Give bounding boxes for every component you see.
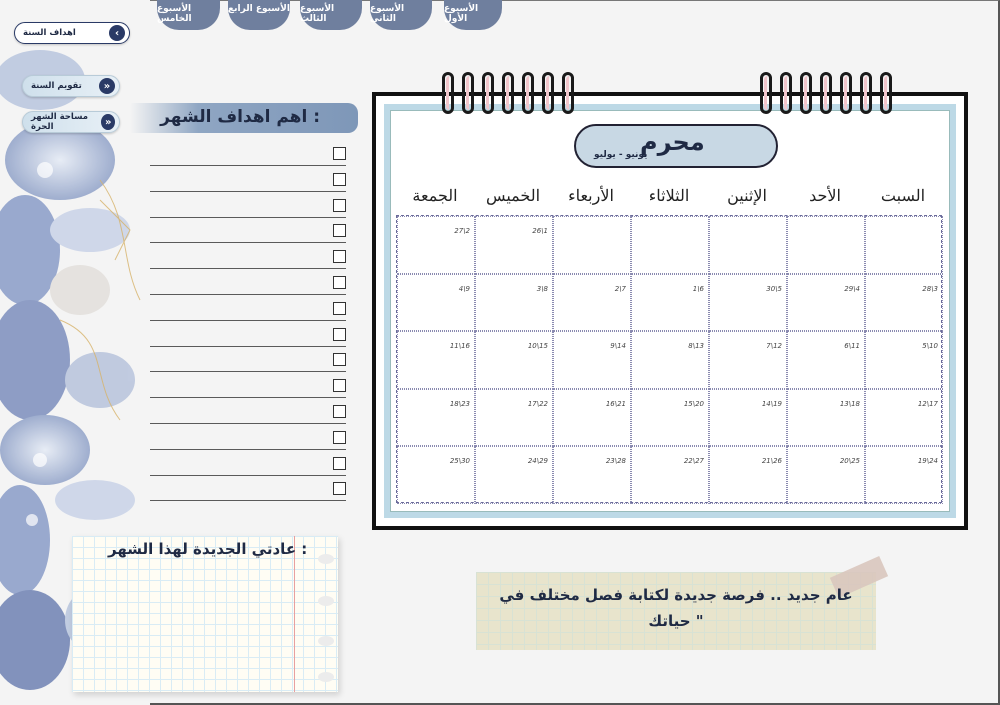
calendar-day-cell[interactable]	[553, 389, 631, 447]
date-label: 26\1	[532, 227, 548, 235]
binder-hole	[318, 554, 334, 564]
date-label: 14\19	[761, 399, 782, 408]
calendar-day-cell[interactable]	[865, 446, 943, 504]
goal-line[interactable]	[150, 320, 346, 321]
calendar-day-cell[interactable]	[397, 389, 475, 447]
month-space-label: مساحة الشهر الحرة	[31, 112, 88, 132]
year-calendar-label: تقويم السنة	[31, 81, 82, 91]
date-label: 4\9	[458, 284, 470, 293]
date-label: 17\22	[527, 399, 548, 408]
goal-line[interactable]	[150, 346, 346, 347]
tab-week-1[interactable]	[444, 0, 502, 30]
tab-label: الأسبوع الثاني	[370, 4, 405, 24]
goal-checkbox[interactable]	[333, 147, 346, 160]
goal-checkbox[interactable]	[333, 224, 346, 237]
calendar-day-cell[interactable]	[475, 274, 553, 332]
spiral-ring	[880, 72, 892, 114]
calendar-day-cell[interactable]	[397, 216, 475, 274]
tab-week-4[interactable]	[228, 0, 290, 30]
double-chevron-icon: »	[99, 78, 115, 94]
weekday-label: الإثنين	[727, 186, 767, 205]
spiral-ring	[462, 72, 474, 114]
weekday-label: الجمعة	[412, 186, 458, 205]
calendar-day-cell[interactable]	[475, 331, 553, 389]
quote-line-2: حياتك "	[648, 612, 704, 630]
tab-label: الأسبوع الثالث	[300, 4, 335, 24]
tab-week-2[interactable]	[370, 0, 432, 30]
calendar-day-cell[interactable]	[631, 446, 709, 504]
goal-checkbox[interactable]	[333, 431, 346, 444]
date-label: 5\10	[922, 342, 938, 351]
date-label: 22\27	[683, 457, 704, 466]
goal-line[interactable]	[150, 449, 346, 450]
calendar-day-cell[interactable]	[709, 446, 787, 504]
date-label: 18\23	[449, 399, 470, 408]
goal-line[interactable]	[150, 371, 346, 372]
goal-checkbox[interactable]	[333, 482, 346, 495]
date-label: 23\28	[605, 457, 626, 466]
quote-card	[476, 572, 876, 650]
calendar-day-cell[interactable]	[475, 389, 553, 447]
goal-line[interactable]	[150, 191, 346, 192]
chevron-left-icon: ‹	[109, 25, 125, 41]
goal-line[interactable]	[150, 165, 346, 166]
goal-line[interactable]	[150, 397, 346, 398]
year-goals-button[interactable]	[14, 22, 130, 44]
date-label: 3\8	[536, 284, 548, 293]
weekday-label: الخميس	[485, 186, 541, 205]
goal-checkbox[interactable]	[333, 173, 346, 186]
goal-checkbox[interactable]	[333, 250, 346, 263]
calendar-day-cell[interactable]	[631, 331, 709, 389]
tab-label: الأسبوع الخامس	[157, 4, 192, 24]
calendar-day-cell[interactable]	[865, 389, 943, 447]
goal-line[interactable]	[150, 294, 346, 295]
date-label: 21\26	[761, 457, 782, 466]
binder-hole	[318, 672, 334, 682]
goal-line[interactable]	[150, 268, 346, 269]
date-label: 20\25	[839, 457, 860, 466]
calendar-day-cell[interactable]	[787, 389, 865, 447]
calendar-day-cell[interactable]	[631, 216, 709, 274]
calendar-day-cell[interactable]	[865, 216, 943, 274]
date-label: 24\29	[527, 457, 548, 466]
year-calendar-button[interactable]	[22, 75, 120, 97]
calendar-day-cell[interactable]	[709, 216, 787, 274]
date-label: 16\21	[605, 399, 626, 408]
spiral-ring	[442, 72, 454, 114]
spiral-ring	[542, 72, 554, 114]
goal-checkbox[interactable]	[333, 328, 346, 341]
calendar-day-cell[interactable]	[709, 389, 787, 447]
month-name: محرم	[640, 128, 705, 156]
spiral-ring	[840, 72, 852, 114]
spiral-ring	[820, 72, 832, 114]
calendar-day-cell[interactable]	[553, 274, 631, 332]
date-label: 25\30	[449, 457, 470, 466]
calendar-day-cell[interactable]	[709, 274, 787, 332]
goal-checkbox[interactable]	[333, 405, 346, 418]
calendar-day-cell[interactable]	[865, 331, 943, 389]
date-label: 27\2	[454, 227, 470, 235]
spiral-ring	[760, 72, 772, 114]
date-label: 9\14	[610, 342, 626, 351]
goal-checkbox[interactable]	[333, 353, 346, 366]
calendar-day-cell[interactable]	[787, 331, 865, 389]
goal-checkbox[interactable]	[333, 457, 346, 470]
calendar-day-cell[interactable]	[865, 274, 943, 332]
goal-checkbox[interactable]	[333, 276, 346, 289]
goal-line[interactable]	[150, 217, 346, 218]
spiral-ring	[562, 72, 574, 114]
date-label: 7\12	[766, 342, 782, 351]
date-label: 30\5	[766, 284, 782, 293]
note-margin-line	[294, 536, 295, 692]
date-label: 8\13	[688, 342, 704, 351]
date-label: 29\4	[844, 284, 860, 293]
weekday-label: الأحد	[809, 186, 841, 205]
gregorian-months: يونيو - يوليو	[594, 150, 648, 160]
spiral-ring	[860, 72, 872, 114]
tab-label: الأسبوع الرابع	[228, 4, 290, 14]
tab-week-5[interactable]	[157, 0, 220, 30]
habit-title: عادتي الجديدة لهذا الشهر :	[108, 540, 308, 558]
calendar-day-cell[interactable]	[397, 446, 475, 504]
date-label: 12\17	[917, 399, 938, 408]
binder-hole	[318, 636, 334, 646]
goals-header	[130, 103, 358, 133]
calendar-day-cell[interactable]	[787, 446, 865, 504]
spiral-ring	[502, 72, 514, 114]
goal-line[interactable]	[150, 423, 346, 424]
tab-week-3[interactable]	[300, 0, 362, 30]
calendar-day-cell[interactable]	[709, 331, 787, 389]
goal-line[interactable]	[150, 475, 346, 476]
date-label: 10\15	[527, 342, 548, 351]
date-label: 28\3	[922, 284, 938, 293]
year-goals-label: اهداف السنة	[23, 28, 76, 38]
goal-line[interactable]	[150, 500, 346, 501]
date-label: 15\20	[683, 399, 704, 408]
habit-note[interactable]	[72, 536, 338, 692]
goal-line[interactable]	[150, 242, 346, 243]
date-label: 6\11	[844, 342, 860, 351]
calendar-day-cell[interactable]	[787, 274, 865, 332]
calendar-day-cell[interactable]	[553, 216, 631, 274]
date-label: 2\7	[614, 284, 626, 293]
date-label: 11\16	[449, 342, 470, 351]
goals-title: اهم اهداف الشهر :	[160, 107, 320, 127]
calendar-day-cell[interactable]	[475, 446, 553, 504]
calendar-day-cell[interactable]	[397, 331, 475, 389]
date-label: 1\6	[692, 284, 704, 293]
quote-line-1: عام جديد .. فرصة جديدة لكتابة فصل مختلف في	[499, 586, 853, 604]
spiral-ring	[482, 72, 494, 114]
tab-label: الأسبوع الأول	[444, 4, 479, 24]
calendar-day-cell[interactable]	[553, 446, 631, 504]
date-label: 19\24	[917, 457, 938, 466]
spiral-ring	[522, 72, 534, 114]
weekday-label: الثلاثاء	[648, 186, 690, 205]
calendar-day-cell[interactable]	[631, 274, 709, 332]
month-space-button[interactable]	[22, 111, 120, 133]
calendar-day-cell[interactable]	[475, 216, 553, 274]
goal-checkbox[interactable]	[333, 302, 346, 315]
calendar-grid	[396, 215, 942, 503]
date-label: 13\18	[839, 399, 860, 408]
calendar-day-cell[interactable]	[397, 274, 475, 332]
double-chevron-icon: »	[101, 114, 115, 130]
weekday-label: الأربعاء	[568, 186, 614, 205]
spiral-ring	[780, 72, 792, 114]
spiral-ring	[800, 72, 812, 114]
calendar-day-cell[interactable]	[787, 216, 865, 274]
calendar-day-cell[interactable]	[553, 331, 631, 389]
calendar-day-cell[interactable]	[631, 389, 709, 447]
goal-checkbox[interactable]	[333, 199, 346, 212]
goal-checkbox[interactable]	[333, 379, 346, 392]
binder-hole	[318, 596, 334, 606]
weekday-label: السبت	[880, 186, 926, 205]
